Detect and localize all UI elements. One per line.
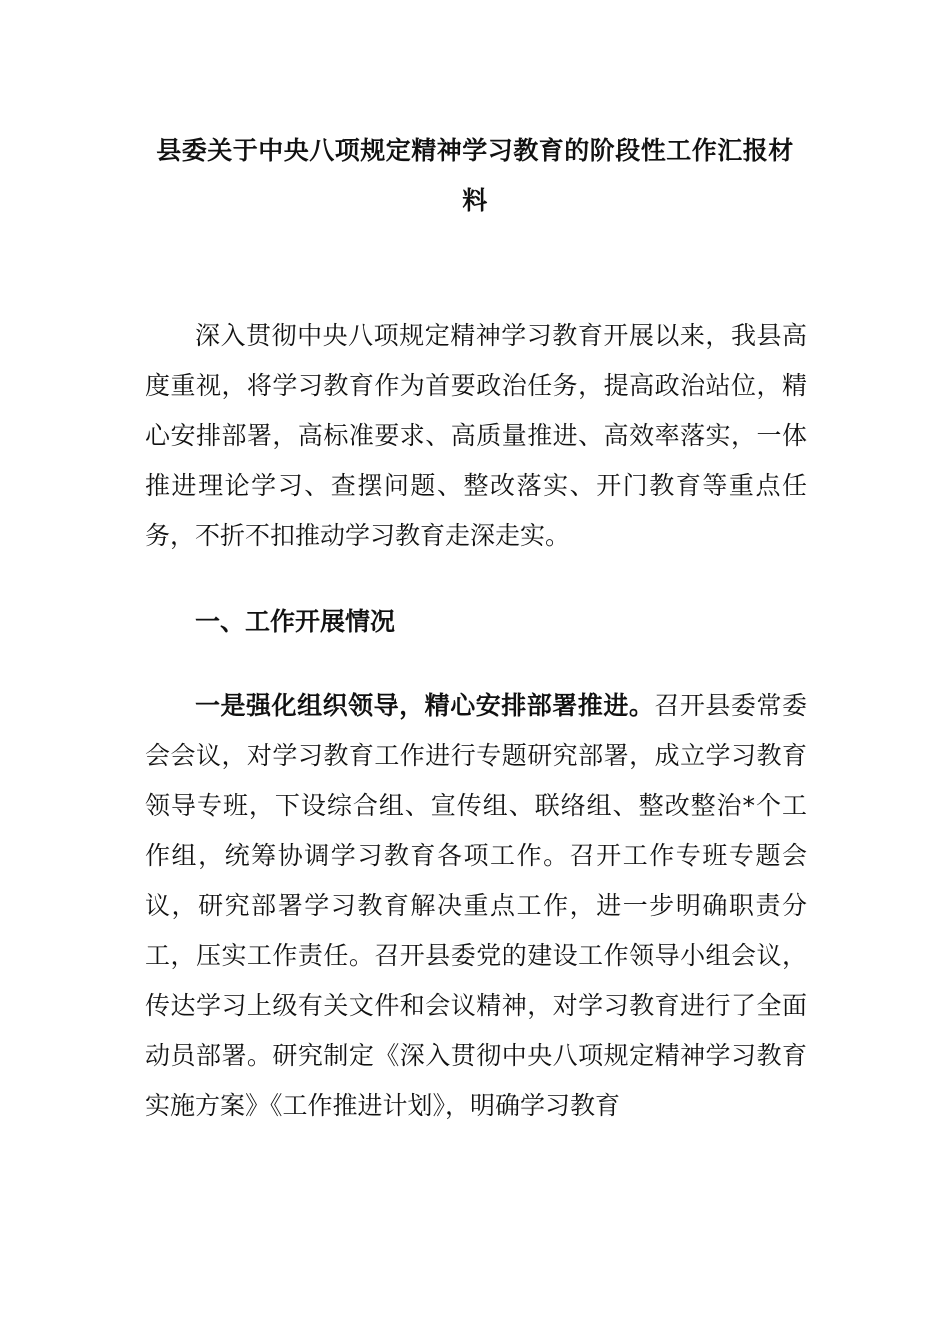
intro-paragraph: 深入贯彻中央八项规定精神学习教育开展以来，我县高度重视，将学习教育作为首要政治任务，提高政治站位，精心安排部署，高标准要求、高质量推进、高效率落实，一体推进理论学习、查摆问题、整改落实、开门教育等重点任务，不折不扣推动学习教育走深走实。 (145, 321, 807, 550)
document-title: 县委关于中央八项规定精神学习教育的阶段性工作汇报材料 (156, 136, 794, 215)
point-one-lead: 一是强化组织领导，精心安排部署推进。 (195, 691, 655, 720)
point-one-text: 召开县委常委会会议，对学习教育工作进行专题研究部署，成立学习教育领导专班，下设综合组、宣传组、联络组、整改整治*个工作组，统筹协调学习教育各项工作。召开工作专班专题会议，研究部署学习教育解决重点工作，进一步明确职责分工，压实工作责任。召开县委党的建设工作领导小组会议，传达学习上级有关文件和会议精神，对学习教育进行了全面动员部署。研究制定《深入贯彻中央八项规定精神学习教育实施方案》《工作推进计划》，明确学习教育 (145, 691, 807, 1120)
point-one-paragraph (145, 681, 807, 1131)
section-heading: 一、工作开展情况 (195, 607, 396, 636)
